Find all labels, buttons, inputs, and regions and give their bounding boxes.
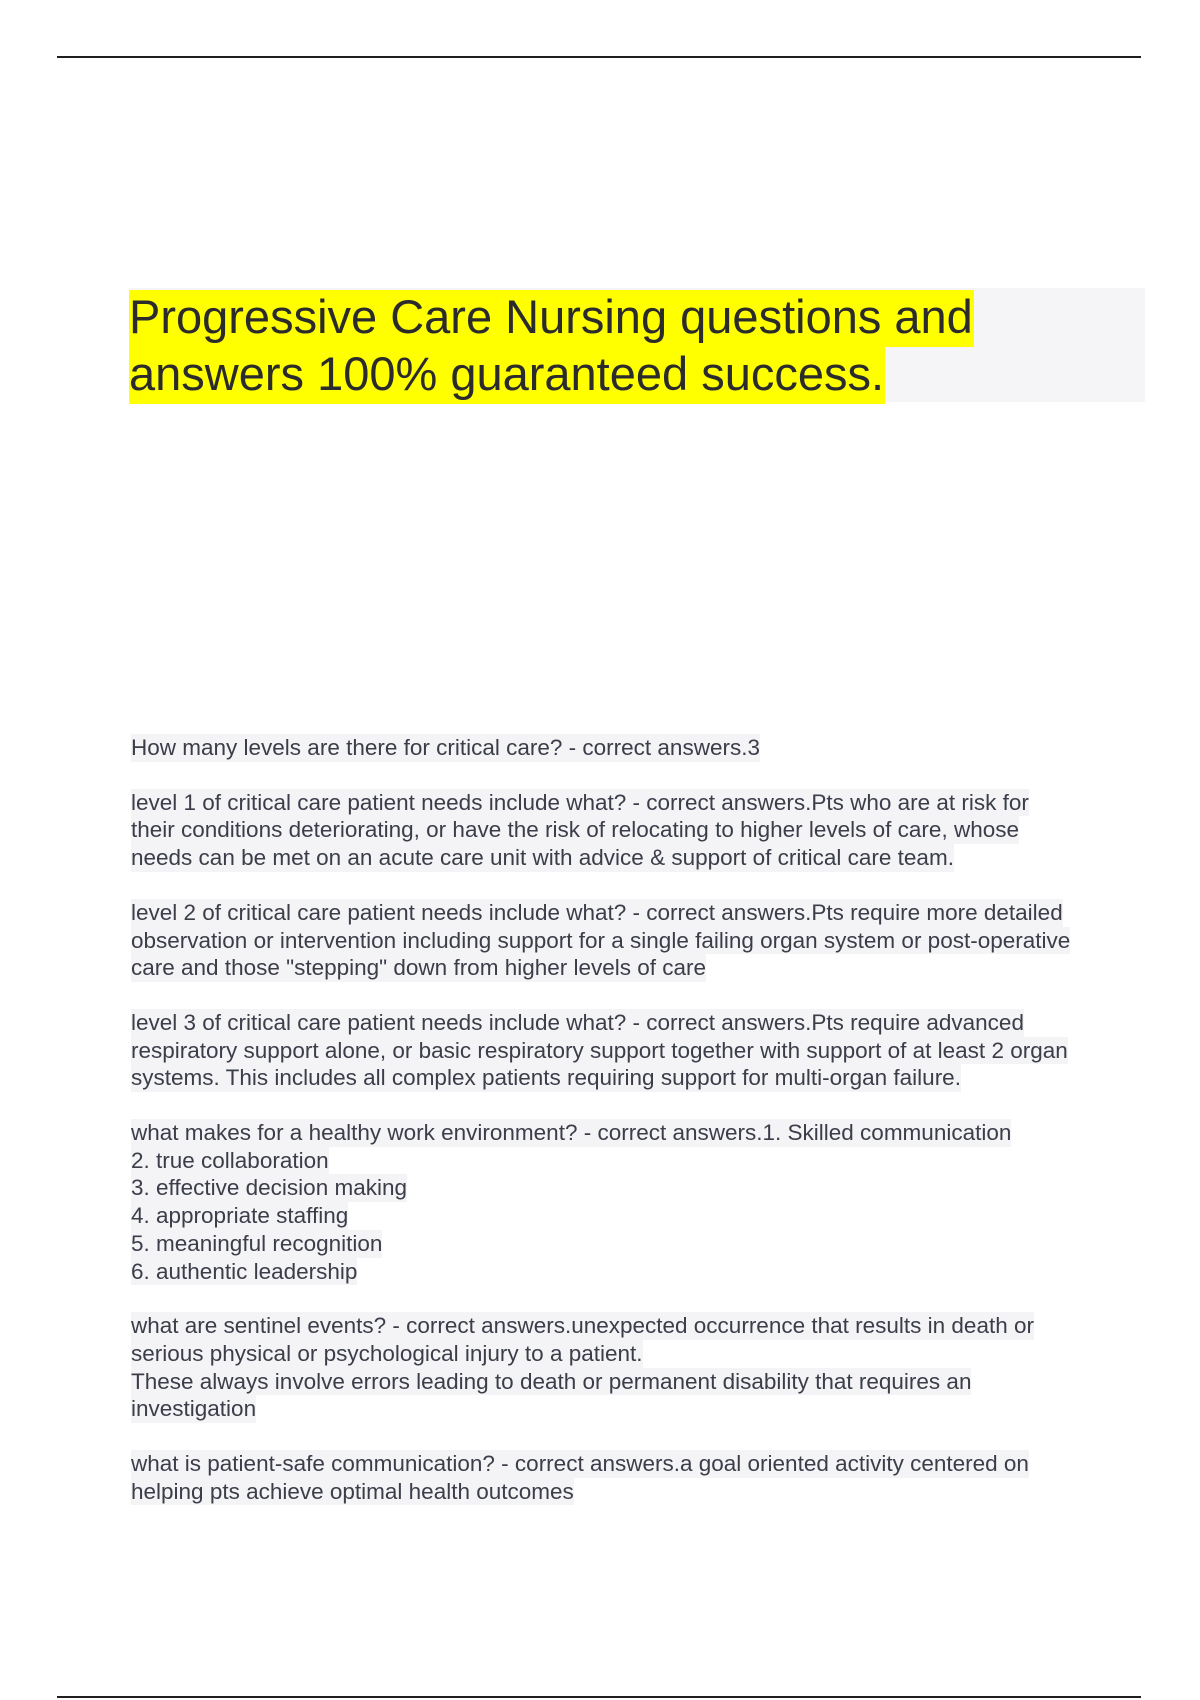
qa-text-line: observation or intervention including support for a single failing organ system or post-operative <box>131 927 1071 953</box>
qa-text-line: helping pts achieve optimal health outcomes <box>131 1478 574 1504</box>
qa-text-line: 6. authentic leadership <box>131 1258 358 1284</box>
qa-item <box>131 899 1146 982</box>
qa-text-line: what is patient-safe communication? - correct answers.a goal oriented activity centered on <box>131 1451 1029 1477</box>
qa-text-line: These always involve errors leading to death or permanent disability that requires an <box>131 1368 972 1394</box>
qa-text-line: what makes for a healthy work environment? - correct answers.1. Skilled communication <box>131 1120 1012 1146</box>
qa-text-line: respiratory support alone, or basic respiratory support together with support of at least 2 organ <box>131 1037 1068 1063</box>
qa-item <box>131 1450 1146 1505</box>
qa-text-line: How many levels are there for critical care? - correct answers.3 <box>131 735 760 760</box>
qa-item <box>131 1119 1146 1285</box>
document-title <box>129 288 1029 402</box>
qa-text-line: level 3 of critical care patient needs include what? - correct answers.Pts require advanced <box>131 1009 1024 1035</box>
qa-text-line: what are sentinel events? - correct answers.unexpected occurrence that results in death or <box>131 1313 1034 1339</box>
qa-text-line: 4. appropriate staffing <box>131 1203 349 1229</box>
qa-text-line: level 2 of critical care patient needs include what? - correct answers.Pts require more detailed <box>131 899 1063 925</box>
qa-text-line: level 1 of critical care patient needs include what? - correct answers.Pts who are at risk for <box>131 789 1029 815</box>
qa-text-line: systems. This includes all complex patients requiring support for multi-organ failure. <box>131 1065 961 1091</box>
qa-text-line: 3. effective decision making <box>131 1175 407 1201</box>
bottom-rule <box>57 1696 1141 1698</box>
qa-item <box>131 1009 1146 1092</box>
qa-text-line: serious physical or psychological injury to a patient. <box>131 1340 643 1366</box>
qa-text-line: needs can be met on an acute care unit with advice & support of critical care team. <box>131 845 954 871</box>
qa-list <box>131 734 1146 1532</box>
qa-text-line: 5. meaningful recognition <box>131 1230 383 1256</box>
qa-text-line: investigation <box>131 1396 257 1422</box>
qa-text-line: care and those "stepping" down from higher levels of care <box>131 955 707 981</box>
qa-item <box>131 1312 1146 1423</box>
qa-item <box>131 734 1146 762</box>
title-line-2: answers 100% guaranteed success. <box>129 347 885 404</box>
title-line-1: Progressive Care Nursing questions and <box>129 290 974 347</box>
qa-text-line: their conditions deteriorating, or have the risk of relocating to higher levels of care, whose <box>131 817 1019 843</box>
qa-item <box>131 789 1146 872</box>
top-rule <box>57 56 1141 58</box>
title-block <box>129 288 1145 402</box>
qa-text-line: 2. true collaboration <box>131 1147 329 1173</box>
